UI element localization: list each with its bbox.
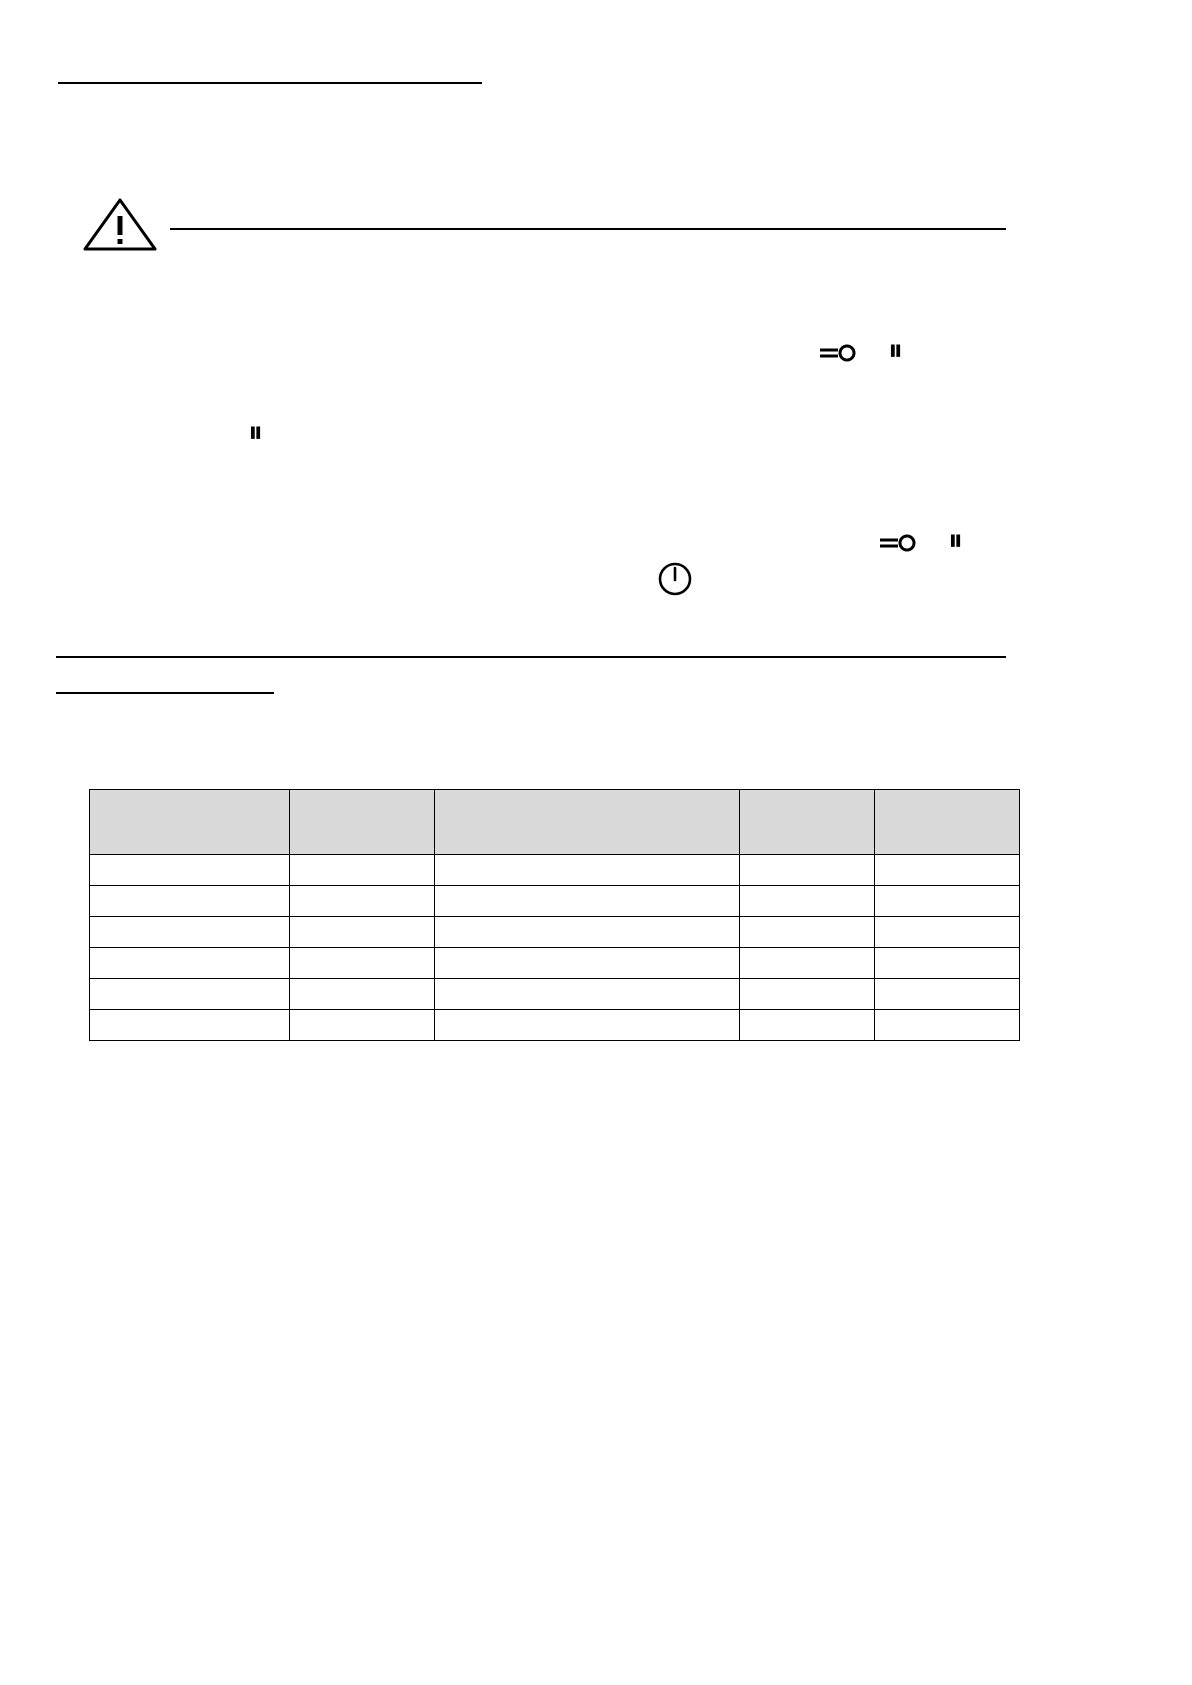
- table-cell: [435, 1010, 740, 1041]
- table-cell: [290, 1010, 435, 1041]
- pause-bars-icon: ⏸: [888, 333, 902, 368]
- table-row: [90, 948, 1020, 979]
- table-cell: [90, 886, 290, 917]
- table-cell: [90, 979, 290, 1010]
- table-cell: [290, 979, 435, 1010]
- table-cell: [740, 917, 875, 948]
- pause-bars-icon: ⏸: [248, 415, 262, 450]
- table-cell: [740, 948, 875, 979]
- table-header-cell: [290, 790, 435, 855]
- table-header-cell: [875, 790, 1020, 855]
- table-cell: [740, 979, 875, 1010]
- table-header-cell: [435, 790, 740, 855]
- section-heading-1-rule: [58, 82, 482, 84]
- table-cell: [90, 917, 290, 948]
- specification-table: [89, 789, 1020, 1041]
- key-switch-icon: [818, 342, 864, 364]
- table-cell: [875, 886, 1020, 917]
- table-cell: [290, 948, 435, 979]
- table-cell: [740, 1010, 875, 1041]
- table-cell: [435, 855, 740, 886]
- warning-rule: [170, 228, 1006, 230]
- table-cell: [290, 855, 435, 886]
- table-row: [90, 979, 1020, 1010]
- table-row: [90, 1010, 1020, 1041]
- table-cell: [290, 886, 435, 917]
- table-cell: [875, 855, 1020, 886]
- table-row: [90, 886, 1020, 917]
- table-header-cell: [740, 790, 875, 855]
- table-row: [90, 855, 1020, 886]
- table-cell: [90, 1010, 290, 1041]
- pause-bars-icon: ⏸: [948, 523, 962, 558]
- table-cell: [875, 1010, 1020, 1041]
- table-cell: [90, 948, 290, 979]
- table-cell: [435, 948, 740, 979]
- section-heading-2-rule: [56, 692, 274, 694]
- key-switch-icon: [878, 532, 924, 554]
- table-row: [90, 917, 1020, 948]
- section-divider: [56, 656, 1006, 658]
- table-header-cell: [90, 790, 290, 855]
- table-cell: [740, 886, 875, 917]
- table-cell: [290, 917, 435, 948]
- power-standby-icon: [656, 560, 694, 598]
- table-cell: [875, 979, 1020, 1010]
- table-cell: [740, 855, 875, 886]
- table-cell: [90, 855, 290, 886]
- table-cell: [435, 886, 740, 917]
- table-cell: [875, 917, 1020, 948]
- table-cell: [435, 917, 740, 948]
- warning-triangle-icon: [82, 196, 158, 252]
- table-cell: [875, 948, 1020, 979]
- table-cell: [435, 979, 740, 1010]
- table-header-row: [90, 790, 1020, 855]
